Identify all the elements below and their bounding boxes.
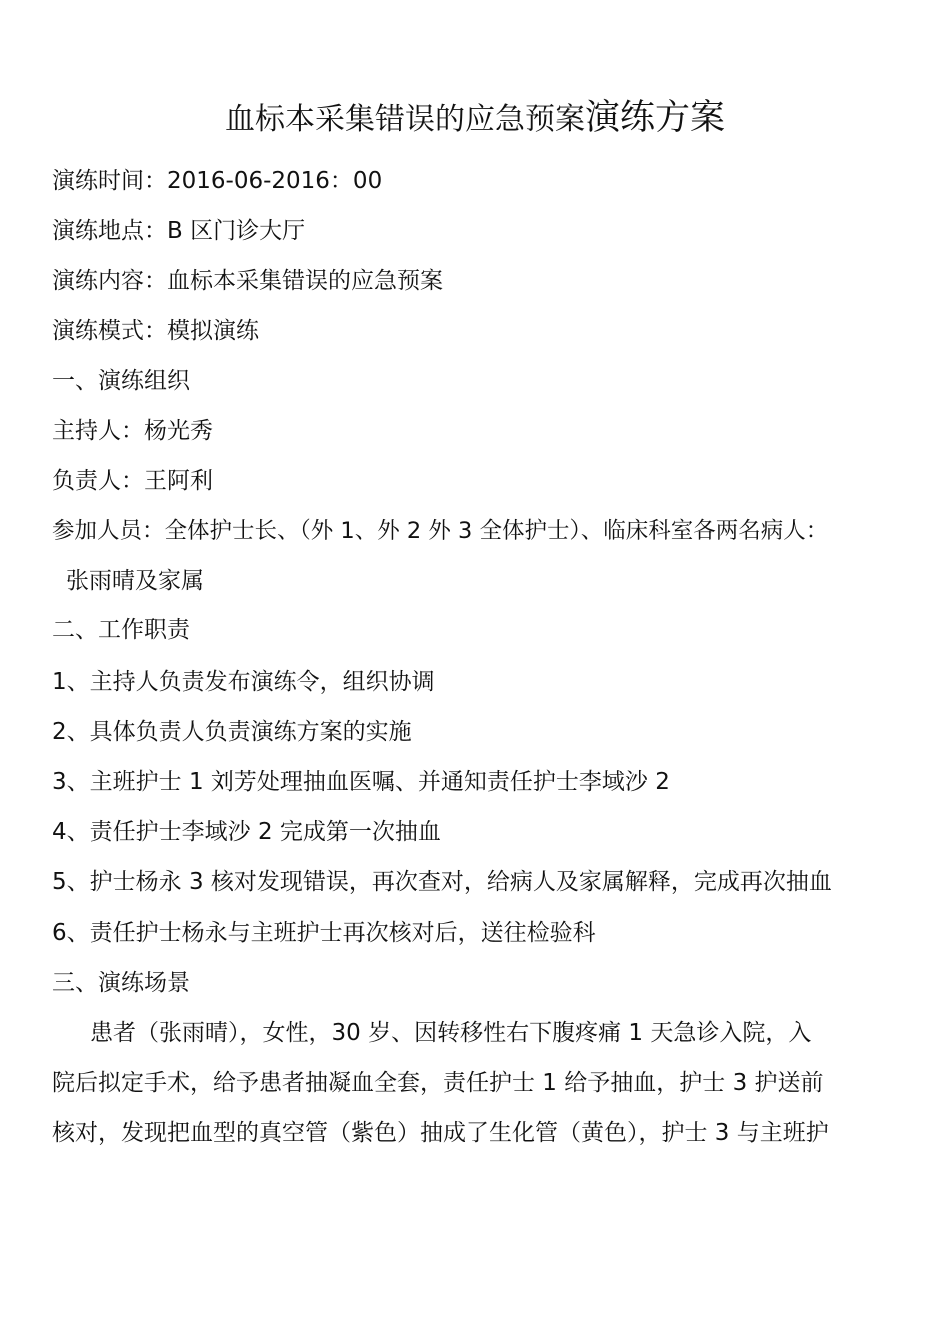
section-heading-organization: 一、演练组织 bbox=[52, 368, 190, 394]
title-main: 血标本采集错误的应急预案 bbox=[224, 102, 585, 137]
info-drill-mode: 演练模式：模拟演练 bbox=[52, 318, 259, 344]
duty-item-4: 4、责任护士李域沙 2 完成第一次抽血 bbox=[52, 819, 441, 845]
info-drill-content: 演练内容：血标本采集错误的应急预案 bbox=[52, 268, 443, 294]
duty-item-2: 2、具体负责人负责演练方案的实施 bbox=[52, 719, 412, 745]
host-line: 主持人：杨光秀 bbox=[52, 418, 213, 444]
scenario-paragraph-line: 患者（张雨晴），女性，30 岁、因转移性右下腹疼痛 1 天急诊入院，入 bbox=[90, 1020, 812, 1046]
document-title bbox=[0, 92, 950, 144]
scenario-paragraph-line: 院后拟定手术，给予患者抽凝血全套，责任护士 1 给予抽血，护士 3 护送前 bbox=[52, 1070, 824, 1096]
scenario-paragraph-line: 核对，发现把血型的真空管（紫色）抽成了生化管（黄色），护士 3 与主班护 bbox=[52, 1120, 829, 1146]
info-drill-time: 演练时间：2016-06-2016：00 bbox=[52, 168, 383, 194]
duty-item-5: 5、护士杨永 3 核对发现错误，再次查对，给病人及家属解释，完成再次抽血 bbox=[52, 869, 832, 895]
section-heading-scenario: 三、演练场景 bbox=[52, 970, 190, 996]
participants-line-continued: 张雨晴及家属 bbox=[66, 568, 204, 594]
duty-item-3: 3、主班护士 1 刘芳处理抽血医嘱、并通知责任护士李域沙 2 bbox=[52, 769, 670, 795]
participants-line: 参加人员：全体护士长、（外 1、外 2 外 3 全体护士）、临床科室各两名病人： bbox=[52, 518, 829, 544]
section-heading-duties: 二、工作职责 bbox=[52, 617, 190, 643]
duty-item-1: 1、主持人负责发布演练令，组织协调 bbox=[52, 669, 435, 695]
info-drill-location: 演练地点：B 区门诊大厅 bbox=[52, 218, 306, 244]
duty-item-6: 6、责任护士杨永与主班护士再次核对后，送往检验科 bbox=[52, 920, 596, 946]
title-suffix: 演练方案 bbox=[584, 98, 725, 138]
responsible-line: 负责人：王阿利 bbox=[52, 468, 213, 494]
